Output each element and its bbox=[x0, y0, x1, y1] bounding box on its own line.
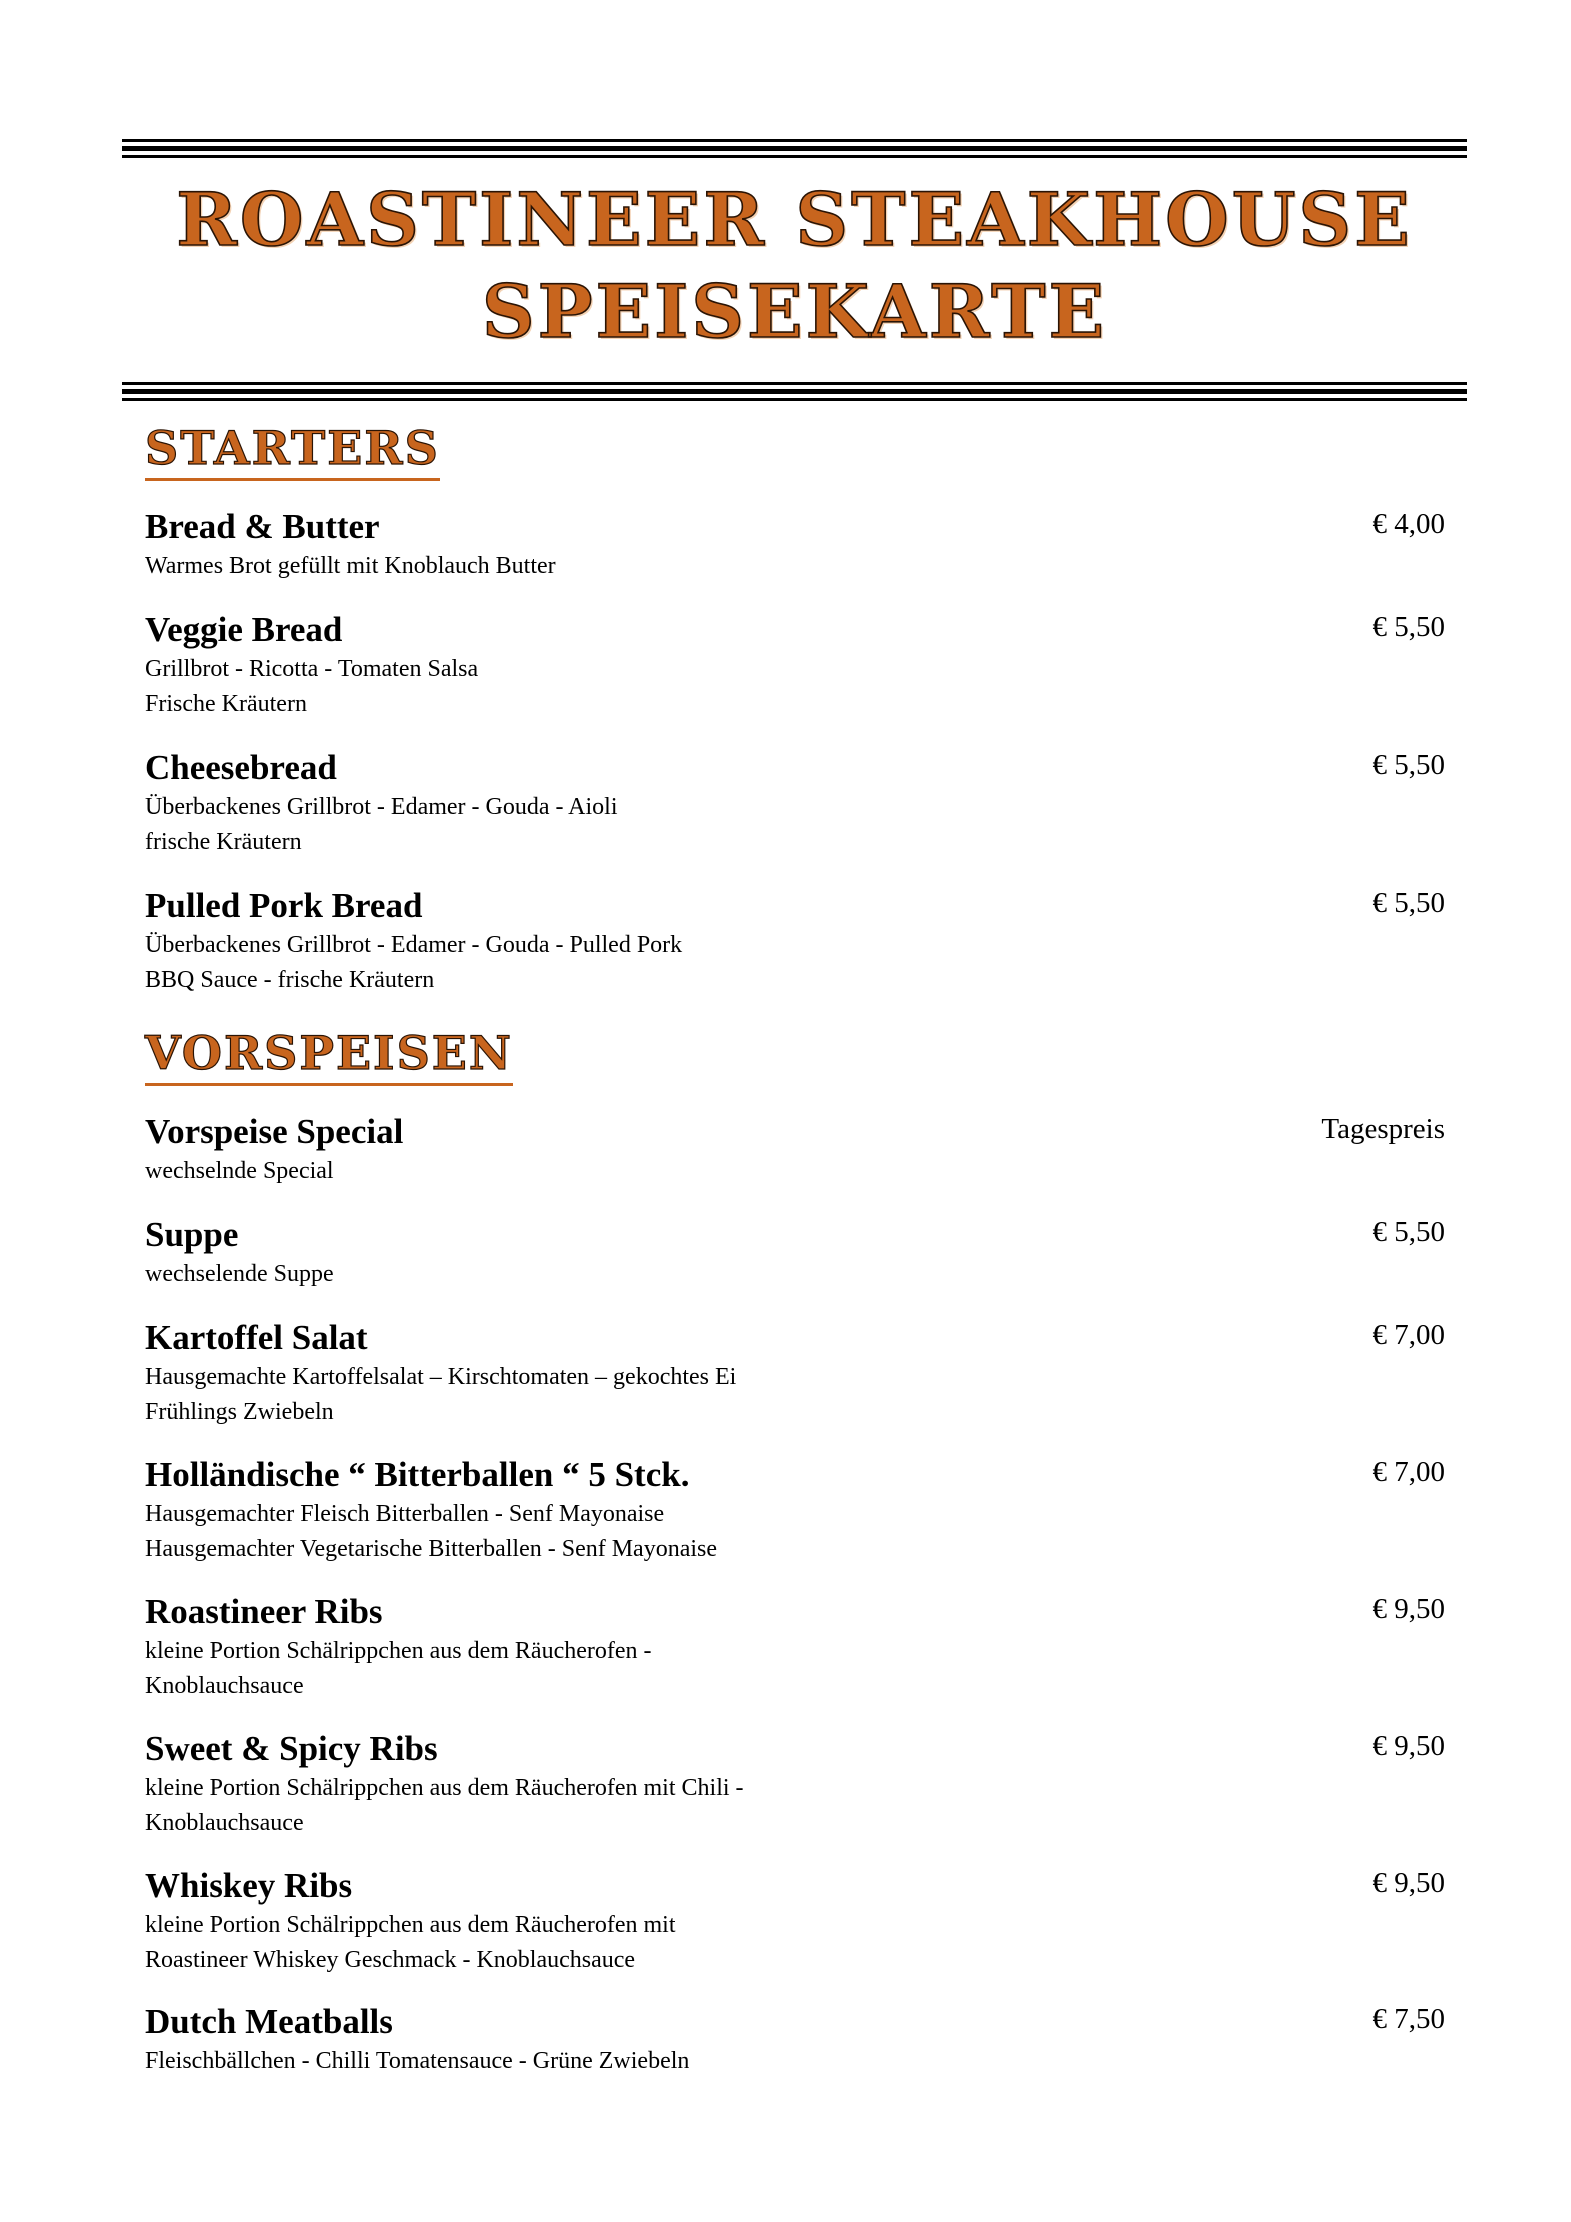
item-description: Hausgemachte Kartoffelsalat – Kirschtomaten – gekochtes Ei bbox=[145, 1364, 737, 1390]
item-description: Frische Kräutern bbox=[145, 691, 307, 717]
item-description: Knoblauchsauce bbox=[145, 1810, 304, 1836]
item-description: Hausgemachter Fleisch Bitterballen - Senf Mayonaise bbox=[145, 1501, 665, 1527]
item-name: Suppe bbox=[145, 1215, 239, 1254]
item-price: € 9,50 bbox=[1372, 1593, 1445, 1625]
item-description: wechselnde Special bbox=[145, 1158, 334, 1184]
item-description: Überbackenes Grillbrot - Edamer - Gouda - Aioli bbox=[145, 794, 618, 820]
item-price: € 9,50 bbox=[1372, 1730, 1445, 1762]
item-name: Holländische “ Bitterballen “ 5 Stck. bbox=[145, 1455, 690, 1494]
menu-item bbox=[145, 1453, 1445, 1567]
item-name: Vorspeise Special bbox=[145, 1112, 404, 1151]
menu-title bbox=[122, 174, 1467, 358]
item-price: € 5,50 bbox=[1372, 611, 1445, 643]
item-description: BBQ Sauce - frische Kräutern bbox=[145, 967, 435, 993]
top-divider bbox=[122, 139, 1467, 158]
menu-item bbox=[145, 1864, 1445, 1978]
menu-item bbox=[145, 505, 1445, 584]
item-name: Sweet & Spicy Ribs bbox=[145, 1729, 438, 1768]
menu-item bbox=[145, 608, 1445, 722]
menu-item bbox=[145, 1316, 1445, 1430]
menu-item bbox=[145, 2000, 1445, 2079]
item-name: Roastineer Ribs bbox=[145, 1592, 383, 1631]
item-price: € 5,50 bbox=[1372, 887, 1445, 919]
item-description: Frühlings Zwiebeln bbox=[145, 1399, 334, 1425]
item-price: € 7,00 bbox=[1372, 1319, 1445, 1351]
item-description: Roastineer Whiskey Geschmack - Knoblauchsauce bbox=[145, 1947, 636, 1973]
item-name: Dutch Meatballs bbox=[145, 2002, 393, 2041]
item-price: € 5,50 bbox=[1372, 1216, 1445, 1248]
section-heading-starters: STARTERS bbox=[145, 420, 440, 481]
menu-item bbox=[145, 1213, 1445, 1292]
item-description: kleine Portion Schälrippchen aus dem Räucherofen - bbox=[145, 1638, 652, 1664]
item-description: frische Kräutern bbox=[145, 829, 302, 855]
item-price: € 7,00 bbox=[1372, 1456, 1445, 1488]
item-price: € 4,00 bbox=[1372, 508, 1445, 540]
item-description: Knoblauchsauce bbox=[145, 1673, 304, 1699]
item-description: Warmes Brot gefüllt mit Knoblauch Butter bbox=[145, 553, 556, 579]
menu-item bbox=[145, 1110, 1445, 1189]
title-line-1: ROASTINEER STEAKHOUSE bbox=[176, 177, 1413, 263]
item-name: Veggie Bread bbox=[145, 610, 343, 649]
item-name: Kartoffel Salat bbox=[145, 1318, 368, 1357]
menu-item bbox=[145, 1590, 1445, 1704]
menu-item bbox=[145, 1727, 1445, 1841]
item-price: € 9,50 bbox=[1372, 1867, 1445, 1899]
item-price: Tagespreis bbox=[1321, 1113, 1445, 1145]
item-description: kleine Portion Schälrippchen aus dem Räucherofen mit bbox=[145, 1912, 676, 1938]
bottom-divider bbox=[122, 382, 1467, 401]
item-name: Pulled Pork Bread bbox=[145, 886, 423, 925]
item-name: Whiskey Ribs bbox=[145, 1866, 353, 1905]
item-price: € 5,50 bbox=[1372, 749, 1445, 781]
menu-item bbox=[145, 884, 1445, 998]
item-name: Cheesebread bbox=[145, 748, 337, 787]
title-line-2: SPEISEKARTE bbox=[481, 269, 1108, 355]
item-description: Fleischbällchen - Chilli Tomatensauce - Grüne Zwiebeln bbox=[145, 2048, 690, 2074]
item-description: kleine Portion Schälrippchen aus dem Räucherofen mit Chili - bbox=[145, 1775, 744, 1801]
item-name: Bread & Butter bbox=[145, 507, 380, 546]
item-description: Überbackenes Grillbrot - Edamer - Gouda - Pulled Pork bbox=[145, 932, 683, 958]
item-description: Hausgemachter Vegetarische Bitterballen - Senf Mayonaise bbox=[145, 1536, 718, 1562]
menu-item bbox=[145, 746, 1445, 860]
item-description: wechselende Suppe bbox=[145, 1261, 334, 1287]
item-description: Grillbrot - Ricotta - Tomaten Salsa bbox=[145, 656, 479, 682]
section-heading-vorspeisen: VORSPEISEN bbox=[145, 1025, 513, 1086]
item-price: € 7,50 bbox=[1372, 2003, 1445, 2035]
